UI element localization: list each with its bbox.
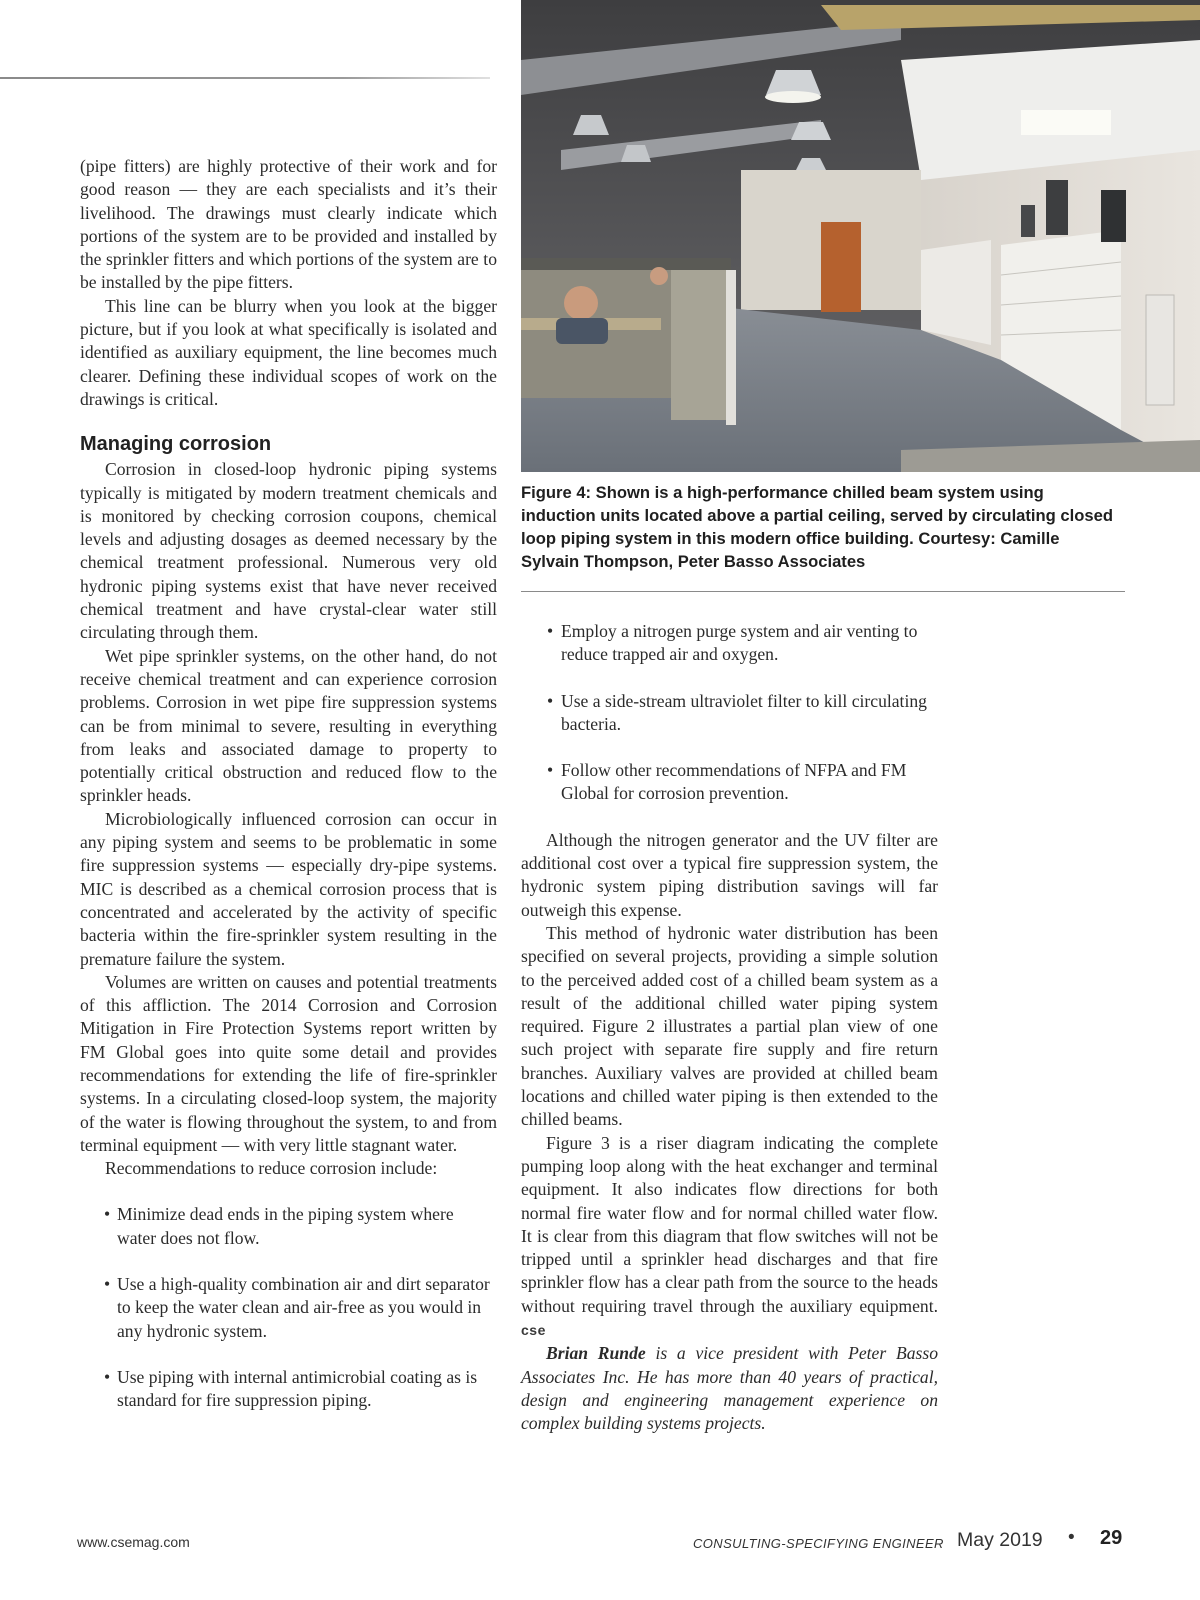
bullet-glyph: • (547, 621, 554, 641)
paragraph-text: Figure 3 is a riser diagram indicating the complete pumping loop along with the heat exchanger and terminal equipment. It also indicates flow directions for both normal fire water flow and for normal chilled water flow. It is clear from this diagram that flow switches will not be tripped until a sprinkler head discharges and that fire sprinkler flow has a clear path from the source to the heads without requiring travel through the auxiliary equipment. (521, 1132, 938, 1316)
figure-caption: Figure 4: Shown is a high-performance chilled beam system using induction units located above a partial ceiling, served by circulating closed loop piping system in this modern office building. Courtesy: Camille Sylvain Thompson, Peter Basso Associates (521, 483, 1113, 571)
list-item (521, 620, 938, 667)
bullet-glyph: • (547, 760, 554, 781)
right-column (521, 620, 938, 1436)
paragraph (521, 1132, 938, 1343)
author-bio-text: is a vice president with Peter Basso Associates Inc. He has more than 40 years of practical, design and engineering management experience on complex building systems projects. (521, 1343, 938, 1434)
bullet-glyph: • (104, 1274, 111, 1295)
bullet-list (80, 1203, 497, 1412)
list-item-text: Use a high-quality combination air and dirt separator to keep the water clean and air-free as you would in any hydronic system. (117, 1274, 490, 1341)
paragraph: This method of hydronic water distribution has been specified on several projects, providing a simple solution to the perceived added cost of a chilled beam system as a result of the additional chilled water piping system required. Figure 2 illustrates a partial plan view of one such project with separate fire supply and fire return branches. Auxiliary valves are provided at chilled beam locations and chilled water piping is then extended to the chilled beams. (521, 922, 938, 1130)
list-item-text: Minimize dead ends in the piping system where water does not flow. (117, 1204, 454, 1248)
list-item-text: Use a side-stream ultraviolet filter to kill circulating bacteria. (561, 690, 927, 734)
top-rule (0, 77, 490, 79)
bullet-glyph: • (547, 690, 554, 711)
paragraph: This line can be blurry when you look at the bigger picture, but if you look at what specifically is isolated and identified as auxiliary equipment, the line becomes much clearer. Defining these individual scopes of work on the drawings is critical. (80, 295, 497, 409)
footer-magazine-name: CONSULTING-SPECIFYING ENGINEER (693, 1536, 944, 1551)
caption-divider (521, 591, 1125, 592)
paragraph: Corrosion in closed-loop hydronic piping systems typically is mitigated by modern treatment chemicals and is monitored by checking corrosion coupons, chemical levels and adjusting dosages as deemed necessary by the chemical treatment professional. Numerous very old hydronic piping systems exist that have never received chemical treatment and have crystal-clear water still circulating through them. (80, 459, 497, 643)
paragraph: Microbiologically influenced corrosion can occur in any piping system and seems to be problematic in some fire suppression systems — especially dry-pipe systems. MIC is described as a chemical corrosion process that is concentrated and accelerated by the activity of specific bacteria within the fire-sprinkler system resulting in the premature failure the system. (80, 808, 497, 969)
paragraph: Recommendations to reduce corrosion include: (105, 1158, 438, 1179)
list-item (521, 690, 938, 737)
footer-date: May 2019 (957, 1529, 1043, 1551)
office-photo (521, 0, 1200, 472)
bullet-glyph: • (104, 1204, 111, 1225)
footer-separator: • (1068, 1527, 1075, 1548)
bullet-glyph: • (104, 1366, 111, 1387)
left-column (80, 155, 497, 1436)
list-item (521, 759, 938, 806)
list-item-text: Use piping with internal antimicrobial coating as is standard for fire suppression piping. (117, 1366, 478, 1411)
bullet-list (521, 620, 938, 806)
author-name: Brian Runde (546, 1343, 646, 1364)
paragraph: Wet pipe sprinkler systems, on the other hand, do not receive chemical treatment and can experience corrosion problems. Corrosion in wet pipe fire suppression systems can be from minimal to severe, resulting in everything from leaks and associated damage to property to potentially critical obstruction and reduced flow to the sprinkler heads. (80, 645, 497, 806)
list-item-text: Employ a nitrogen purge system and air venting to reduce trapped air and oxygen. (561, 621, 918, 665)
list-item (80, 1366, 497, 1413)
section-heading: Managing corrosion (80, 433, 272, 456)
paragraph: Volumes are written on causes and potential treatments of this affliction. The 2014 Corrosion and Corrosion Mitigation in Fire Protection Systems report written by FM Global goes into quite some detail and provides recommendations for extending the life of fire-sprinkler systems. In a circulating closed-loop system, the majority of the water is flowing throughout the system, to and from terminal equipment — with very little stagnant water. (80, 971, 497, 1155)
list-item (80, 1203, 497, 1250)
cse-end-mark: cse (521, 1322, 546, 1339)
author-bio (521, 1342, 938, 1435)
paragraph: (pipe fitters) are highly protective of their work and for good reason — they are each specialists and it’s their livelihood. The drawings must clearly indicate which portions of the system are to be provided and installed by the sprinkler fitters and which portions of the system are to be installed by the pipe fitters. (80, 156, 497, 293)
office-photo-illustration (521, 0, 1200, 472)
list-item (80, 1273, 497, 1343)
paragraph: Although the nitrogen generator and the UV filter are additional cost over a typical fire suppression system, the hydronic system piping distribution savings will far outweigh this expense. (521, 829, 938, 920)
list-item-text: Follow other recommendations of NFPA and FM Global for corrosion prevention. (561, 760, 907, 804)
page-number: 29 (1100, 1527, 1123, 1549)
footer-website: www.csemag.com (77, 1534, 190, 1550)
